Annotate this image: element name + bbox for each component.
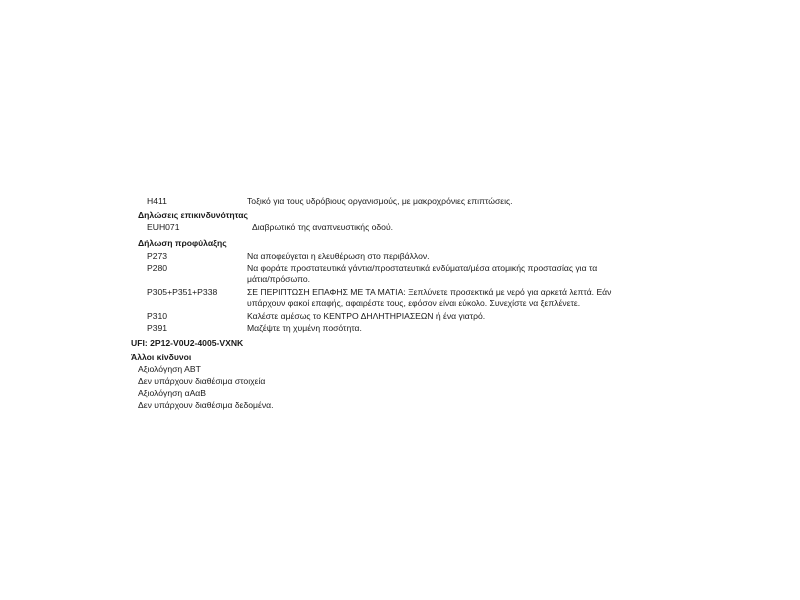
precaution-text: ΣΕ ΠΕΡΙΠΤΩΣΗ ΕΠΑΦΗΣ ΜΕ ΤΑ ΜΑΤΙΑ: Ξεπλύνετε προσεκτικά με νερό για αρκετά λεπτά. Εάν [247, 287, 612, 297]
other-hazards-item: Δεν υπάρχουν διαθέσιμα δεδομένα. [138, 400, 274, 410]
precaution-text-continued: μάτια/πρόσωπο. [247, 274, 311, 284]
other-hazards-item: Αξιολόγηση ΑΒΤ [138, 364, 201, 374]
precaution-text: Να αποφεύγεται η ελευθέρωση στο περιβάλλον. [247, 251, 430, 261]
hazard-text: Τοξικό για τους υδρόβιους οργανισμούς, με μακροχρόνιες επιπτώσεις. [247, 196, 513, 206]
precaution-code: P280 [147, 263, 168, 273]
precaution-text: Μαζέψτε τη χυμένη ποσότητα. [247, 323, 362, 333]
hazard-declaration-text: Διαβρωτικό της αναπνευστικής οδού. [252, 222, 394, 232]
precaution-heading: Δήλωση προφύλαξης [138, 238, 227, 248]
other-hazards-item: Αξιολόγηση αΑαΒ [138, 388, 206, 398]
precaution-text: Να φοράτε προστατευτικά γάντια/προστατευτικά ενδύματα/μέσα ατομικής προστασίας για τα [247, 263, 598, 273]
hazard-declarations-heading: Δηλώσεις επικινδυνότητας [138, 210, 249, 220]
precaution-text: Καλέστε αμέσως το ΚΕΝΤΡΟ ΔΗΛΗΤΗΡΙΑΣΕΩΝ ή ένα γιατρό. [247, 311, 486, 321]
precaution-text-continued: υπάρχουν φακοί επαφής, αφαιρέστε τους, εφόσον είναι εύκολο. Συνεχίστε να ξεπλένετε. [247, 298, 581, 308]
hazard-code: H411 [147, 196, 167, 206]
precaution-code: P310 [147, 311, 168, 321]
precaution-code: P391 [147, 323, 168, 333]
precaution-code: P273 [147, 251, 168, 261]
hazard-declaration-code: EUH071 [147, 222, 180, 232]
precaution-code: P305+P351+P338 [147, 287, 218, 297]
ufi-code: UFI: 2P12-V0U2-4005-VXNK [131, 338, 244, 348]
other-hazards-item: Δεν υπάρχουν διαθέσιμα στοιχεία [138, 376, 266, 386]
other-hazards-heading: Άλλοι κίνδυνοι [131, 352, 192, 362]
